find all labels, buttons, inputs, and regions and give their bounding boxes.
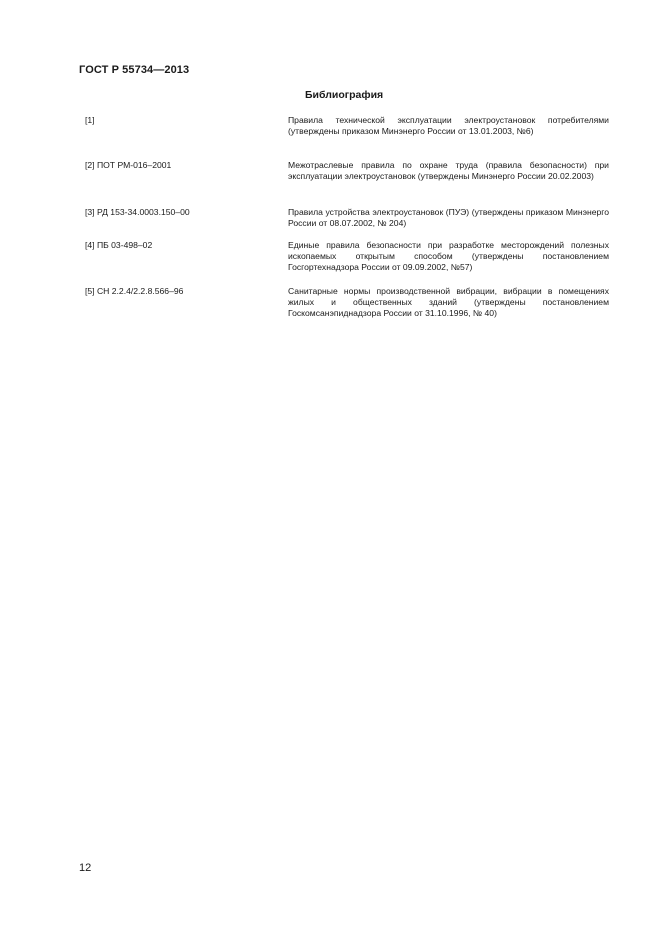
bibliography-text: Санитарные нормы производственной вибрации, вибрации в помещениях жилых и общественных зданий (утверждены постановлением Госкомсанэпиднадзора России от 31.10.1996, № 40) <box>288 286 609 318</box>
bibliography-text: Правила технической эксплуатации электроустановок потребителями (утверждены приказом Минэнерго России от 13.01.2003, №6) <box>288 115 609 136</box>
page-number: 12 <box>79 862 92 874</box>
bibliography-ref: [5] СН 2.2.4/2.2.8.566–96 <box>85 286 184 296</box>
bibliography-text: Межотраслевые правила по охране труда (правила безопасности) при эксплуатации электроустановок (утверждены Минэнерго России 20.02.2003) <box>288 160 609 181</box>
bibliography-ref: [3] РД 153-34.0003.150–00 <box>85 207 190 217</box>
section-title: Библиография <box>305 89 384 101</box>
bibliography-ref: [1] <box>85 115 95 125</box>
document-code: ГОСТ Р 55734—2013 <box>79 64 190 76</box>
bibliography-text: Правила устройства электроустановок (ПУЭ) (утверждены приказом Минэнерго России от 08.07.2002, № 204) <box>288 207 609 228</box>
bibliography-ref: [4] ПБ 03-498–02 <box>85 240 153 250</box>
bibliography-text: Единые правила безопасности при разработке месторождений полезных ископаемых открытым способом (утверждены постановлением Госгортехнадзора России от 09.09.2002, №57) <box>288 240 609 272</box>
bibliography-ref: [2] ПОТ РМ-016–2001 <box>85 160 172 170</box>
